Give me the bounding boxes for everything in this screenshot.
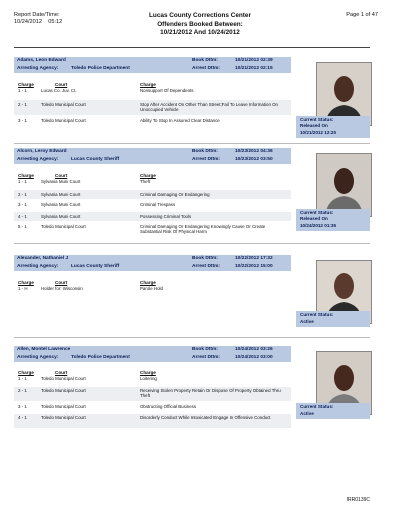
arrest-dttm: 10/24/2012 03:00 <box>235 355 273 360</box>
charge-desc: Obstructing Official Business <box>140 404 197 409</box>
current-status <box>296 311 370 327</box>
col-court: Court <box>55 173 68 178</box>
status-label: Current Status: <box>300 210 334 215</box>
status-label: Current Status: <box>300 404 334 409</box>
charge-row <box>14 212 291 221</box>
charge-row <box>14 404 291 414</box>
charge-num: 3 - 1 <box>18 118 27 123</box>
col-charge-desc: Charge <box>140 280 156 285</box>
charge-num: 3 - 1 <box>18 404 27 409</box>
charge-row <box>14 190 291 199</box>
charge-num: 1 - 1 <box>18 179 27 184</box>
arrest-label: Arrest Dttm: <box>192 355 220 360</box>
charge-row <box>14 286 291 298</box>
agency-label: Arresting Agency: <box>17 66 59 71</box>
book-dttm: 10/23/2012 04:36 <box>235 149 273 154</box>
col-court: Court <box>55 370 68 375</box>
charge-row <box>14 100 291 115</box>
charge-desc: Theft <box>140 179 151 184</box>
report-title-block <box>100 12 300 38</box>
arrest-label: Arrest Dttm: <box>192 66 220 71</box>
header-divider <box>14 47 370 48</box>
arrest-label: Arrest Dttm: <box>192 264 220 269</box>
charge-court: Sylvania Muni Court <box>41 192 81 197</box>
charge-row <box>14 118 291 130</box>
charge-num: 4 - 1 <box>18 415 27 420</box>
book-label: Book Dttm: <box>192 58 218 63</box>
report-range: 10/21/2012 And 10/24/2012 <box>160 29 240 36</box>
charge-num: 1 - H <box>18 286 28 291</box>
current-status <box>296 403 370 419</box>
charge-desc: Parole Hold <box>140 286 163 291</box>
report-code: IRR0139C <box>346 497 370 503</box>
agency-value: Toledo Police Department <box>71 355 130 360</box>
charge-desc: Loitering <box>140 376 157 381</box>
agency-label: Arresting Agency: <box>17 264 59 269</box>
charge-court: Lucas Co. Juv. Ct. <box>41 88 77 93</box>
agency-label: Arresting Agency: <box>17 157 59 162</box>
book-dttm: 10/21/2012 02:39 <box>235 58 273 63</box>
col-charge: Charge <box>18 370 34 375</box>
charge-court: Toledo Municipal Court <box>41 118 86 123</box>
name-bar <box>14 57 291 65</box>
charge-court: Sylvania Muni Court <box>41 202 81 207</box>
charge-num: 5 - 1 <box>18 224 27 229</box>
report-date: 10/24/2012 <box>14 19 42 25</box>
charge-court: Sylvania Muni Court <box>41 214 81 219</box>
page-number: Page 1 of 47 <box>346 12 378 18</box>
charge-court: Toledo Municipal Court <box>41 415 86 420</box>
offender-record <box>14 57 370 147</box>
charge-desc: Criminal Damaging Or Endangering <box>140 192 210 197</box>
charge-court: Toledo Municipal Court <box>41 224 86 229</box>
book-label: Book Dttm: <box>192 256 218 261</box>
charge-desc: Possessing Criminal Tools <box>140 214 192 219</box>
status-value: Active <box>300 411 314 416</box>
record-divider <box>14 243 370 244</box>
charge-desc: Disorderly Conduct While Intoxicated Engage In Offensive Conduct <box>140 415 271 420</box>
report-time: 05:12 <box>48 19 63 25</box>
arrest-dttm: 10/23/2012 03:50 <box>235 157 273 162</box>
charge-num: 2 - 1 <box>18 192 27 197</box>
arrest-dttm: 10/21/2012 02:15 <box>235 66 273 71</box>
record-divider <box>14 143 370 144</box>
name-bar <box>14 346 291 354</box>
offender-photo <box>316 153 372 217</box>
offender-record <box>14 255 370 340</box>
charge-num: 2 - 1 <box>18 388 27 393</box>
offender-record <box>14 346 370 441</box>
charge-desc: Receiving Stolen Property Retain Or Dispose Of Property Obtained Thru Theft <box>140 388 281 399</box>
name-bar <box>14 148 291 156</box>
arrest-dttm: 10/22/2012 15:00 <box>235 264 273 269</box>
name-bar <box>14 255 291 263</box>
col-charge-desc: Charge <box>140 173 156 178</box>
book-dttm: 10/22/2012 17:32 <box>235 256 273 261</box>
charge-court: Toledo Municipal Court <box>41 388 86 393</box>
status-date: 10/24/2012 01:35 <box>300 223 337 228</box>
report-subtitle: Offenders Booked Between: <box>157 20 243 28</box>
offender-name: Allen, Montel Lawrence <box>17 347 71 352</box>
report-datetime-label: Report Date/Time: <box>14 12 60 18</box>
agency-bar <box>14 354 291 362</box>
status-value: Released On <box>300 216 328 221</box>
agency-label: Arresting Agency: <box>17 355 59 360</box>
offender-name: Alexander, Nathaniel J <box>17 256 69 261</box>
agency-value: Lucas County Sheriff <box>71 264 120 269</box>
agency-bar <box>14 65 291 73</box>
book-dttm: 10/24/2012 03:26 <box>235 347 273 352</box>
charge-court: Holder for: Wisconsin <box>41 286 83 291</box>
col-charge: Charge <box>18 82 34 87</box>
charge-desc: Criminal Damaging Or Endangering Knowingly Cause Or Create Substantial Risk Of Physical Harm <box>140 224 266 235</box>
charge-court: Toledo Municipal Court <box>41 376 86 381</box>
record-divider <box>14 337 370 338</box>
agency-value: Lucas County Sheriff <box>71 157 120 162</box>
charge-court: Toledo Municipal Court <box>41 102 86 107</box>
agency-bar <box>14 263 291 271</box>
charge-row <box>14 376 291 386</box>
col-court: Court <box>55 280 68 285</box>
status-value: Active <box>300 319 314 324</box>
report-header <box>0 0 400 50</box>
offender-name: Adams, Leon Edward <box>17 58 66 63</box>
charge-row <box>14 224 291 237</box>
charge-row <box>14 387 291 401</box>
current-status <box>296 116 370 138</box>
agency-bar <box>14 156 291 164</box>
charge-row <box>14 202 291 211</box>
offender-record <box>14 148 370 245</box>
book-label: Book Dttm: <box>192 149 218 154</box>
charge-num: 4 - 1 <box>18 214 27 219</box>
offender-name: Alcorn, Leroy Edward <box>17 149 67 154</box>
report-datetime <box>14 12 62 26</box>
charge-row <box>14 88 291 100</box>
status-label: Current Status: <box>300 312 334 317</box>
charge-row <box>14 414 291 428</box>
arrest-label: Arrest Dttm: <box>192 157 220 162</box>
col-charge: Charge <box>18 280 34 285</box>
book-label: Book Dttm: <box>192 347 218 352</box>
col-charge-desc: Charge <box>140 82 156 87</box>
status-value: Released On <box>300 123 328 128</box>
charge-desc: Criminal Trespass <box>140 202 176 207</box>
charge-num: 1 - 1 <box>18 376 27 381</box>
status-label: Current Status: <box>300 117 334 122</box>
charge-num: 3 - 1 <box>18 202 27 207</box>
charge-num: 2 - 1 <box>18 102 27 107</box>
col-court: Court <box>55 82 68 87</box>
current-status <box>296 209 370 231</box>
charge-court: Sylvania Muni Court <box>41 179 81 184</box>
charge-desc: Nonsupport Of Dependents <box>140 88 194 93</box>
col-charge-desc: Charge <box>140 370 156 375</box>
charge-desc: Stop After Accident On Other Than Street;Fail To Leave Information On Unoccupied Vehicle <box>140 102 278 113</box>
charge-desc: Ability To Stop In Assured Clear Distance <box>140 118 220 123</box>
charge-row <box>14 179 291 189</box>
agency-value: Toledo Police Department <box>71 66 130 71</box>
status-date: 10/21/2012 12:20 <box>300 130 337 135</box>
mugshot-image <box>317 154 371 216</box>
report-title: Lucas County Corrections Center <box>149 12 251 19</box>
charge-court: Toledo Municipal Court <box>41 404 86 409</box>
charge-num: 1 - 1 <box>18 88 27 93</box>
col-charge: Charge <box>18 173 34 178</box>
